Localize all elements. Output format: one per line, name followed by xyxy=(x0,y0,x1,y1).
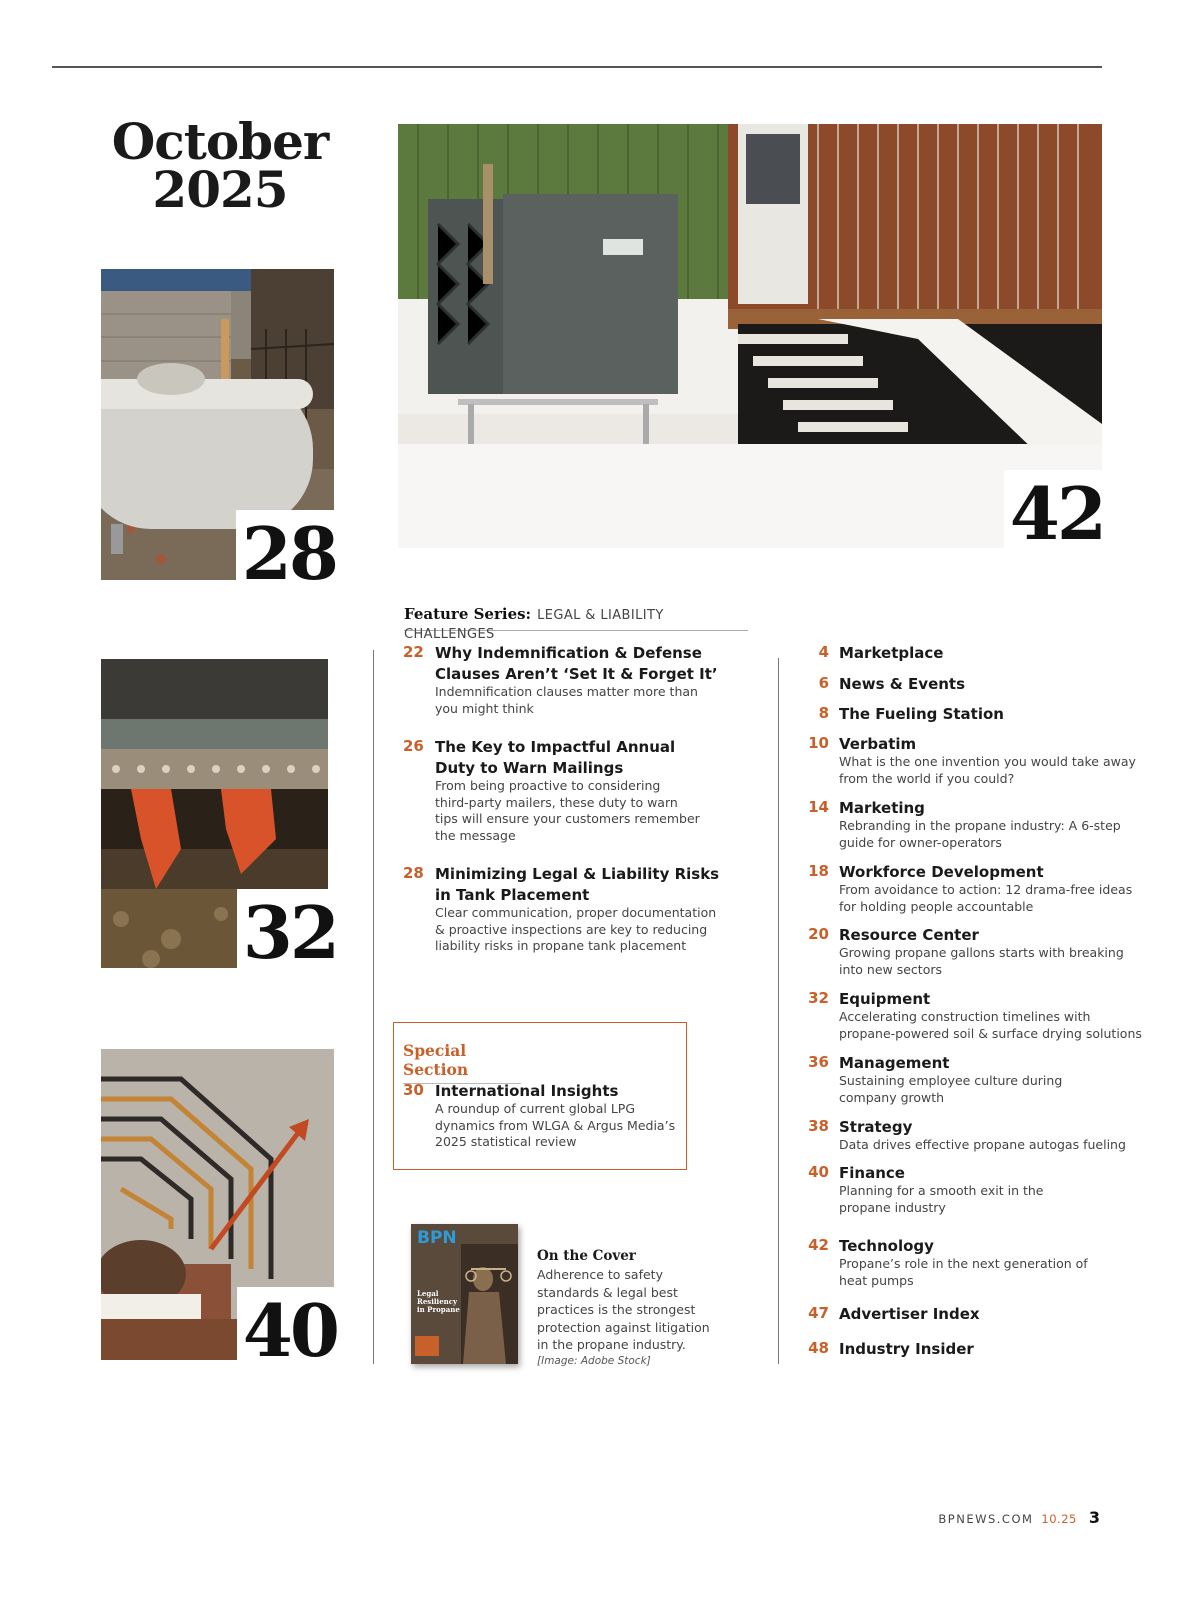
entry-number: 36 xyxy=(808,1053,829,1071)
department-entry-14[interactable] xyxy=(807,798,1147,852)
page-tag-28: 28 xyxy=(236,510,336,590)
entry-number: 48 xyxy=(808,1339,829,1357)
entry-description: A roundup of current global LPG dynamics from WLGA & Argus Media’s 2025 statistical review xyxy=(435,1101,676,1149)
page-footer xyxy=(938,1508,1100,1527)
entry-description: Planning for a smooth exit in the propane industry xyxy=(839,1183,1044,1215)
entry-number: 47 xyxy=(808,1304,829,1322)
entry-number: 42 xyxy=(808,1236,829,1254)
entry-title: Management xyxy=(839,1054,950,1072)
cover-headline: Legal Resiliency in Propane xyxy=(417,1289,460,1314)
entry-title: Finance xyxy=(839,1164,905,1182)
feature-series-value: LEGAL & LIABILITY CHALLENGES xyxy=(404,608,664,642)
on-the-cover-title: On the Cover xyxy=(537,1248,636,1264)
on-the-cover-credit: [Image: Adobe Stock] xyxy=(537,1354,651,1367)
entry-title: Technology xyxy=(839,1237,934,1255)
entry-title: Resource Center xyxy=(839,926,979,944)
department-entry-20[interactable] xyxy=(807,925,1147,979)
entry-description: Indemnification clauses matter more than you might think xyxy=(435,684,698,716)
entry-number: 8 xyxy=(818,704,829,722)
footer-site: BPNEWS.COM xyxy=(938,1512,1034,1526)
entry-title: Why Indemnification & Defense Clauses Aren’t ‘Set It & Forget It’ xyxy=(435,644,718,683)
department-entry-4[interactable] xyxy=(807,643,1147,663)
entry-number: 38 xyxy=(808,1117,829,1135)
feature-entry-22[interactable] xyxy=(403,643,723,723)
entry-number: 4 xyxy=(818,643,829,661)
entry-description: Accelerating construction timelines with propane-powered soil & surface drying solutions xyxy=(839,1009,1142,1041)
on-the-cover xyxy=(537,1248,717,1367)
entry-title: The Fueling Station xyxy=(839,705,1004,723)
entry-number: 40 xyxy=(808,1163,829,1181)
entry-title: International Insights xyxy=(435,1082,619,1100)
issue-month: October xyxy=(111,112,329,171)
entry-title: Equipment xyxy=(839,990,931,1008)
special-section-box xyxy=(393,1022,687,1170)
special-section-label: Special Section xyxy=(403,1041,521,1084)
entry-title: Industry Insider xyxy=(839,1340,974,1358)
entry-description: From avoidance to action: 12 drama-free ideas for holding people accountable xyxy=(839,882,1133,914)
issue-year: 2025 xyxy=(152,160,288,219)
department-entry-38[interactable] xyxy=(807,1117,1147,1154)
department-entry-48[interactable] xyxy=(807,1339,1147,1359)
feature-series-header xyxy=(404,604,748,642)
divider-right xyxy=(778,658,779,1364)
entry-number: 26 xyxy=(403,737,424,755)
department-entry-42[interactable] xyxy=(807,1236,1147,1290)
page-tag-42: 42 xyxy=(1004,470,1104,550)
entry-description: Data drives effective propane autogas fueling xyxy=(839,1137,1126,1152)
special-entry-30[interactable] xyxy=(403,1081,678,1161)
entry-description: Propane’s role in the next generation of heat pumps xyxy=(839,1256,1088,1288)
feature-entry-26[interactable] xyxy=(403,737,723,847)
feature-entry-28[interactable] xyxy=(403,864,723,959)
entry-title: Marketplace xyxy=(839,644,944,662)
page-number: 3 xyxy=(1088,1508,1100,1527)
entry-title: News & Events xyxy=(839,675,966,693)
departments-list xyxy=(807,0,1147,1598)
cover-thumbnail[interactable] xyxy=(411,1224,518,1364)
entry-number: 6 xyxy=(818,674,829,692)
feature-series-label: Feature Series: xyxy=(404,605,532,623)
entry-number: 30 xyxy=(403,1081,424,1099)
entry-number: 22 xyxy=(403,643,424,661)
department-entry-36[interactable] xyxy=(807,1053,1147,1107)
entry-number: 18 xyxy=(808,862,829,880)
entry-description: From being proactive to considering third-party mailers, these duty to warn tips will ensure your customers remember the message xyxy=(435,778,700,843)
department-entry-40[interactable] xyxy=(807,1163,1147,1217)
entry-number: 32 xyxy=(808,989,829,1007)
entry-description: Clear communication, proper documentation & proactive inspections are key to reducing liability risks in propane tank placement xyxy=(435,905,717,953)
entry-title: Verbatim xyxy=(839,735,917,753)
department-entry-32[interactable] xyxy=(807,989,1147,1043)
entry-description: What is the one invention you would take away from the world if you could? xyxy=(839,754,1136,786)
entry-number: 28 xyxy=(403,864,424,882)
entry-number: 14 xyxy=(808,798,829,816)
department-entry-18[interactable] xyxy=(807,862,1147,916)
entry-number: 10 xyxy=(808,734,829,752)
footer-date: 10.25 xyxy=(1041,1512,1077,1526)
department-entry-6[interactable] xyxy=(807,674,1147,694)
page-tag-40: 40 xyxy=(237,1287,337,1367)
divider-left xyxy=(373,650,374,1364)
entry-title: Minimizing Legal & Liability Risks in Tank Placement xyxy=(435,865,720,904)
department-entry-10[interactable] xyxy=(807,734,1147,788)
cover-masthead: BPN xyxy=(417,1228,457,1248)
entry-description: Sustaining employee culture during company growth xyxy=(839,1073,1063,1105)
entry-title: Marketing xyxy=(839,799,925,817)
entry-title: Workforce Development xyxy=(839,863,1044,881)
department-entry-47[interactable] xyxy=(807,1304,1147,1324)
department-entry-8[interactable] xyxy=(807,704,1147,724)
entry-description: Rebranding in the propane industry: A 6-step guide for owner-operators xyxy=(839,818,1121,850)
entry-title: Strategy xyxy=(839,1118,913,1136)
entry-title: The Key to Impactful Annual Duty to Warn Mailings xyxy=(435,738,676,777)
entry-title: Advertiser Index xyxy=(839,1305,980,1323)
issue-date xyxy=(100,112,340,219)
page-tag-32: 32 xyxy=(237,889,337,969)
entry-description: Growing propane gallons starts with breaking into new sectors xyxy=(839,945,1124,977)
on-the-cover-description: Adherence to safety standards & legal best practices is the strongest protection against litigation in the propane industry. xyxy=(537,1267,710,1352)
entry-number: 20 xyxy=(808,925,829,943)
